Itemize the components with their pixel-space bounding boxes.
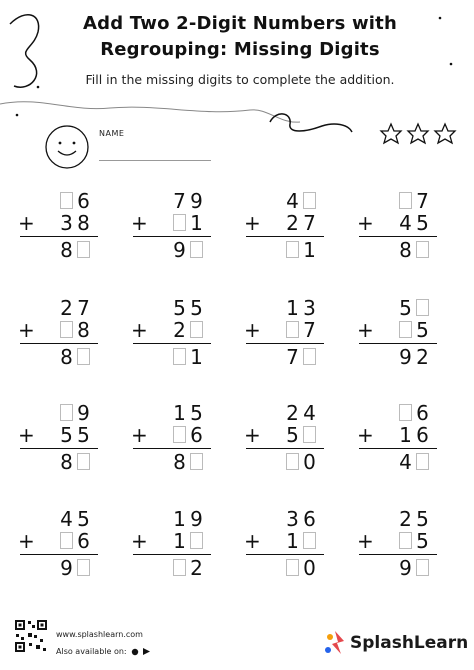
sum-row [397,557,431,579]
missing-digit-box[interactable] [188,451,205,473]
plus-sign: + [357,529,374,553]
digit: 4 [303,401,316,425]
missing-digit-box[interactable] [58,319,75,341]
addend-bottom [171,530,205,552]
sum-line [359,554,437,555]
digit: 6 [416,401,429,425]
digit: 4 [286,189,299,213]
addend-bottom [284,424,318,446]
digit: 9 [60,556,73,580]
missing-digit-box[interactable] [171,424,188,446]
missing-digit-box[interactable] [171,557,188,579]
digit: 5 [286,423,299,447]
addend-bottom [58,319,92,341]
missing-digit-box[interactable] [284,451,301,473]
missing-digit-box[interactable] [414,297,431,319]
dot-decoration [450,63,453,66]
sum-row [171,451,205,473]
splashlearn-logo-icon [324,630,346,656]
sum-line [246,343,324,344]
missing-digit-box[interactable] [414,557,431,579]
digit: 3 [286,507,299,531]
digit: 7 [286,345,299,369]
plus-sign: + [131,318,148,342]
addition-problem [244,402,328,480]
digit: 4 [399,450,412,474]
addition-problem [357,402,441,480]
missing-digit-box[interactable] [301,190,318,212]
digit: 5 [77,423,90,447]
digit: 2 [416,345,429,369]
digit: 9 [173,238,186,262]
digit: 6 [303,507,316,531]
curl-decoration [270,114,352,132]
digit: 7 [303,318,316,342]
missing-digit-box[interactable] [171,346,188,368]
digit: 1 [303,238,316,262]
missing-digit-box[interactable] [284,239,301,261]
digit: 5 [416,529,429,553]
sum-line [359,236,437,237]
plus-sign: + [18,211,35,235]
digit: 0 [303,556,316,580]
available-on-label: Also available on: [56,647,127,656]
digit: 3 [303,296,316,320]
missing-digit-box[interactable] [284,557,301,579]
plus-sign: + [244,423,261,447]
missing-digit-box[interactable] [188,319,205,341]
plus-sign: + [131,423,148,447]
missing-digit-box[interactable] [75,239,92,261]
plus-sign: + [18,423,35,447]
name-field[interactable] [99,160,211,161]
instructions: Fill in the missing digits to complete the addition. [85,72,395,87]
addend-top [397,508,431,530]
sum-row [284,557,318,579]
digit: 1 [173,401,186,425]
addend-top [284,508,318,530]
missing-digit-box[interactable] [188,530,205,552]
page-title-line-1: Add Two 2-Digit Numbers with [83,13,397,34]
missing-digit-box[interactable] [414,239,431,261]
digit: 7 [173,189,186,213]
brand-name: SplashLearn [350,633,469,653]
sum-row [397,451,431,473]
sum-line [20,343,98,344]
addition-problem [131,508,215,586]
plus-sign: + [357,318,374,342]
addend-top [58,508,92,530]
sum-line [20,236,98,237]
digit: 8 [60,450,73,474]
addend-top [284,402,318,424]
addend-bottom [171,319,205,341]
addend-top [171,402,205,424]
sum-line [246,554,324,555]
addition-problem [18,402,102,480]
digit: 0 [303,450,316,474]
digit: 1 [173,507,186,531]
addend-bottom [58,212,92,234]
missing-digit-box[interactable] [75,451,92,473]
digit: 1 [399,423,412,447]
digit: 1 [190,211,203,235]
addend-top [58,297,92,319]
addend-top [397,297,431,319]
app-store-icons [131,647,151,656]
digit: 2 [173,318,186,342]
addend-top [171,508,205,530]
missing-digit-box[interactable] [397,319,414,341]
addition-problem [357,297,441,375]
qr-code-icon [14,619,48,653]
addend-bottom [284,212,318,234]
digit: 6 [416,423,429,447]
digit: 4 [60,507,73,531]
sum-row [397,346,431,368]
addend-bottom [171,212,205,234]
digit: 1 [173,529,186,553]
digit: 5 [77,507,90,531]
digit: 7 [303,211,316,235]
plus-sign: + [244,529,261,553]
digit: 1 [286,529,299,553]
missing-digit-box[interactable] [397,530,414,552]
addition-problem [18,508,102,586]
digit: 9 [399,556,412,580]
squiggle-decoration [10,15,39,87]
plus-sign: + [357,423,374,447]
sum-line [20,448,98,449]
sum-row [284,451,318,473]
digit: 2 [190,556,203,580]
addend-bottom [58,424,92,446]
addend-bottom [58,530,92,552]
addition-problem [131,190,215,268]
addition-problem [244,190,328,268]
digit: 8 [399,238,412,262]
digit: 2 [286,401,299,425]
plus-sign: + [131,529,148,553]
digit: 9 [77,401,90,425]
sum-line [246,448,324,449]
sum-row [58,346,92,368]
addend-bottom [397,212,431,234]
digit: 5 [173,296,186,320]
footer-url[interactable]: www.splashlearn.com [56,630,143,639]
sum-row [58,239,92,261]
plus-sign: + [244,318,261,342]
addend-top [58,190,92,212]
addition-problem [244,297,328,375]
sum-line [246,236,324,237]
digit: 1 [190,345,203,369]
digit: 8 [77,318,90,342]
plus-sign: + [131,211,148,235]
sum-line [133,343,211,344]
addition-problem [244,508,328,586]
sum-line [359,343,437,344]
sum-row [284,239,318,261]
addition-problem [357,190,441,268]
digit: 9 [190,507,203,531]
addition-problem [357,508,441,586]
digit: 5 [416,507,429,531]
missing-digit-box[interactable] [188,239,205,261]
plus-sign: + [18,318,35,342]
plus-sign: + [244,211,261,235]
sum-line [133,236,211,237]
sum-row [171,346,205,368]
digit: 7 [77,296,90,320]
digit: 5 [190,401,203,425]
digit: 8 [77,211,90,235]
digit: 2 [286,211,299,235]
missing-digit-box[interactable] [58,402,75,424]
digit: 8 [60,345,73,369]
addition-problem [131,402,215,480]
digit: 5 [60,423,73,447]
addition-problem [131,297,215,375]
addition-problem [18,297,102,375]
addend-top [397,402,431,424]
addend-bottom [284,319,318,341]
plus-sign: + [18,529,35,553]
addend-top [284,297,318,319]
dot-decoration [439,17,442,20]
dot-decoration [16,114,19,117]
missing-digit-box[interactable] [301,346,318,368]
digit: 9 [190,189,203,213]
digit: 1 [286,296,299,320]
addend-bottom [397,424,431,446]
sum-line [133,554,211,555]
sum-row [284,346,318,368]
dot-decoration [37,86,40,89]
addend-bottom [284,530,318,552]
digit: 5 [399,296,412,320]
footer-available [56,647,151,656]
name-label: NAME [99,129,125,138]
missing-digit-box[interactable] [171,212,188,234]
missing-digit-box[interactable] [301,424,318,446]
smiley-face-icon [46,126,88,168]
digit: 8 [60,238,73,262]
missing-digit-box[interactable] [75,557,92,579]
missing-digit-box[interactable] [301,530,318,552]
missing-digit-box[interactable] [75,346,92,368]
sum-line [20,554,98,555]
addend-bottom [397,530,431,552]
missing-digit-box[interactable] [414,451,431,473]
addend-top [171,190,205,212]
digit: 5 [416,211,429,235]
digit: 9 [399,345,412,369]
addend-top [58,402,92,424]
digit: 5 [416,318,429,342]
sum-line [133,448,211,449]
wave-line-decoration [0,102,300,122]
sum-row [171,239,205,261]
missing-digit-box[interactable] [284,319,301,341]
addend-bottom [397,319,431,341]
sum-row [58,557,92,579]
addition-problem [18,190,102,268]
stars-rating-icon [381,124,455,143]
digit: 2 [60,296,73,320]
missing-digit-box[interactable] [58,530,75,552]
digit: 6 [77,189,90,213]
addend-bottom [171,424,205,446]
digit: 6 [77,529,90,553]
digit: 8 [173,450,186,474]
digit: 5 [190,296,203,320]
digit: 7 [416,189,429,213]
sum-line [359,448,437,449]
digit: 4 [399,211,412,235]
missing-digit-box[interactable] [397,402,414,424]
digit: 6 [190,423,203,447]
sum-row [58,451,92,473]
page-title-line-2: Regrouping: Missing Digits [100,39,380,60]
addend-top [171,297,205,319]
addend-top [284,190,318,212]
addend-top [397,190,431,212]
missing-digit-box[interactable] [397,190,414,212]
sum-row [171,557,205,579]
digit: 2 [399,507,412,531]
sum-row [397,239,431,261]
missing-digit-box[interactable] [58,190,75,212]
digit: 3 [60,211,73,235]
plus-sign: + [357,211,374,235]
